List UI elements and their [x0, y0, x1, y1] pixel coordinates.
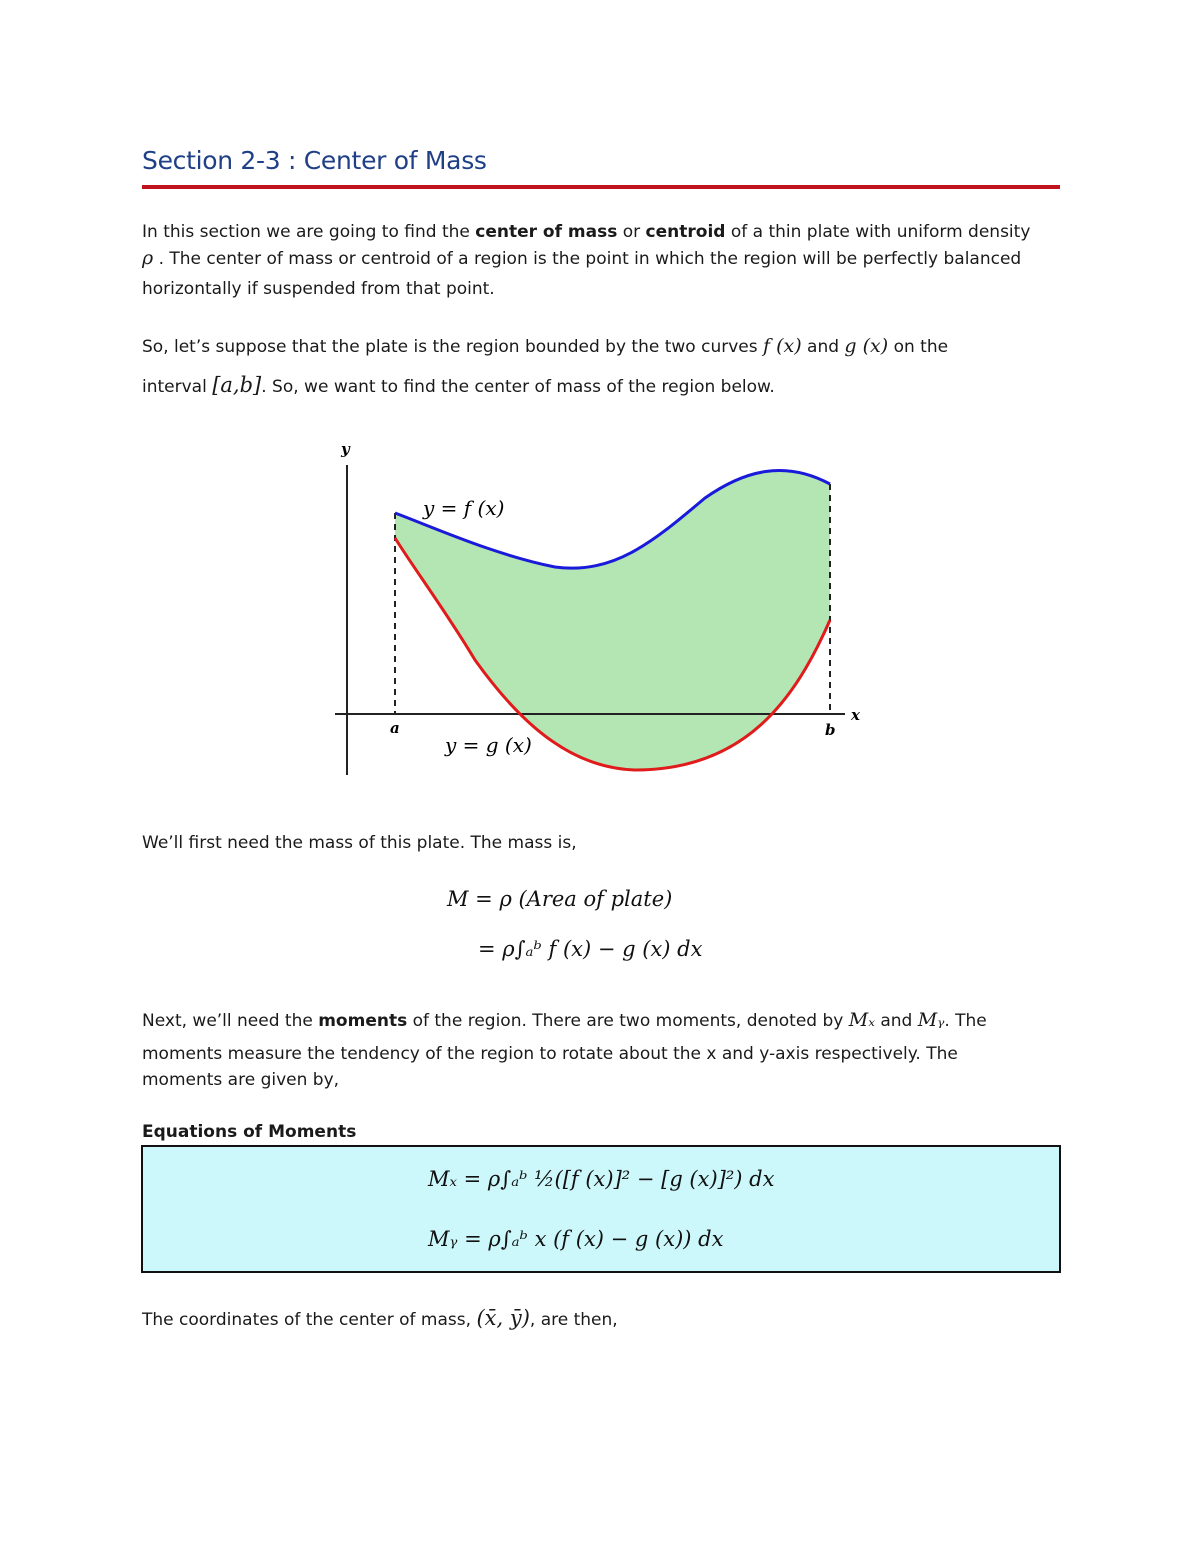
centroid-pair: (x̄, ȳ): [476, 1306, 530, 1330]
moments-line-2: moments measure the tendency of the region to rotate about the x and y-axis respectively. The: [142, 1044, 958, 1064]
moments-paragraph: [142, 1009, 1062, 1089]
coords-line: The coordinates of the center of mass, (x̄, ȳ), are then,: [142, 1306, 618, 1330]
y-axis-label: y: [341, 440, 350, 458]
moments-line-3: moments are given by,: [142, 1070, 340, 1090]
mx-equation: Mₓ = ρ∫ₐᵇ ½([f (x)]² − [g (x)]²) dx: [428, 1167, 775, 1191]
f-curve-label: y = f (x): [423, 496, 505, 520]
term-moments: moments: [318, 1011, 408, 1031]
rho-symbol: ρ: [142, 247, 154, 269]
term-center-of-mass: center of mass: [475, 222, 618, 242]
intro-paragraph: [142, 222, 1062, 302]
page-title: Section 2-3 : Center of Mass: [142, 146, 487, 175]
my-equation: Mᵧ = ρ∫ₐᵇ x (f (x) − g (x)) dx: [428, 1227, 724, 1251]
intro-line-2: ρ . The center of mass or centroid of a region is the point in which the region will be perfectly balanced: [142, 247, 1022, 269]
equations-heading: Equations of Moments: [142, 1122, 357, 1142]
g-curve-label: y = g (x): [445, 733, 532, 757]
intro-line-1: In this section we are going to find the center of mass or centroid of a thin plate with uniform density: [142, 222, 1031, 242]
suppose-paragraph: [142, 335, 1062, 405]
moments-line-1: Next, we’ll need the moments of the region. There are two moments, denoted by Mₓ and Mᵧ. The: [142, 1009, 987, 1031]
g-of-x: g (x): [844, 335, 889, 357]
title-rule: [142, 185, 1060, 189]
my-symbol: Mᵧ: [917, 1009, 945, 1031]
b-label: b: [825, 721, 836, 739]
mx-symbol: Mₓ: [848, 1009, 875, 1031]
mass-eq-1: M = ρ (Area of plate): [447, 887, 673, 911]
term-centroid: centroid: [645, 222, 726, 242]
mass-eq-2: = ρ∫ₐᵇ f (x) − g (x) dx: [478, 937, 703, 961]
suppose-line-1: So, let’s suppose that the plate is the region bounded by the two curves f (x) and g (x) on the: [142, 335, 949, 357]
intro-line-3: horizontally if suspended from that point.: [142, 279, 495, 299]
a-label: a: [390, 719, 400, 737]
x-axis-label: x: [851, 706, 860, 724]
suppose-line-2: interval [a,b]. So, we want to find the center of mass of the region below.: [142, 373, 775, 397]
region-figure: [325, 430, 885, 790]
mass-intro: We’ll first need the mass of this plate. The mass is,: [142, 833, 577, 853]
equations-box: [141, 1145, 1061, 1273]
interval-ab: [a,b]: [212, 373, 262, 397]
f-of-x: f (x): [763, 335, 802, 357]
